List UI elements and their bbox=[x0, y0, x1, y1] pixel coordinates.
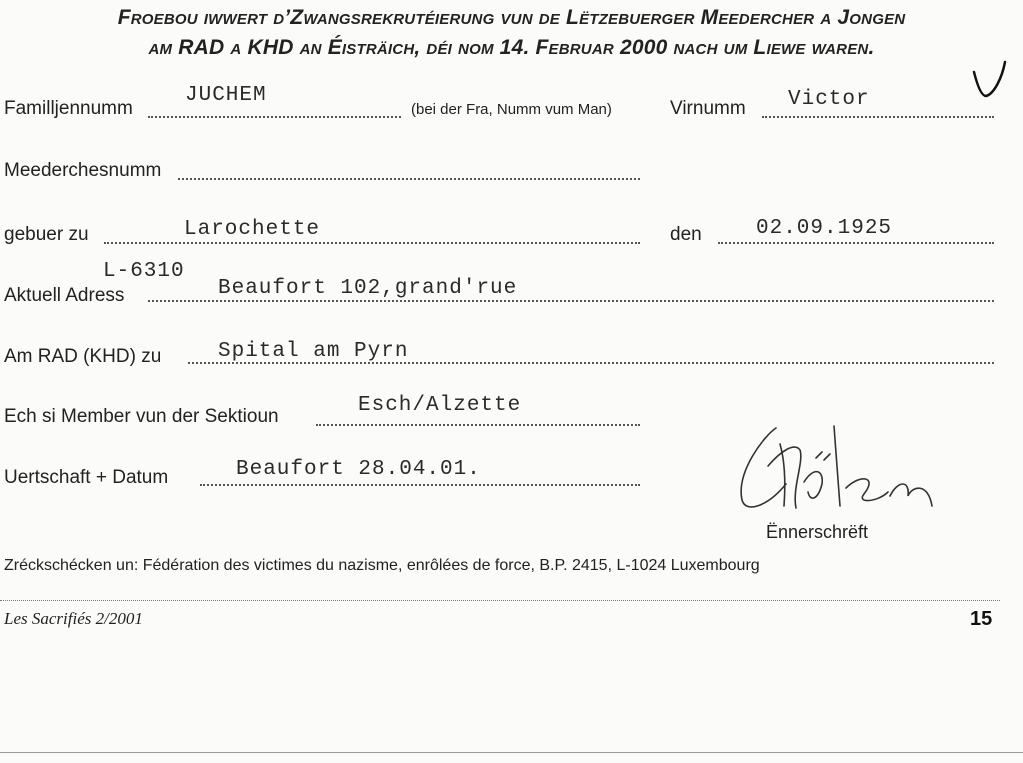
meederchesnumm-line bbox=[178, 178, 640, 180]
form-heading-line-1: Froebou iwwert d’Zwangsrekrutéierung vun de Lëtzebuerger Meedercher a Jongen bbox=[117, 6, 906, 29]
familljennumm-value: JUCHEM bbox=[185, 84, 267, 107]
signature-label: Ënnerschrëft bbox=[766, 522, 869, 542]
adress-line bbox=[148, 300, 994, 302]
virnumm-label: Virnumm bbox=[670, 98, 746, 119]
familljennumm-label: Familljennumm bbox=[4, 98, 133, 119]
handwritten-signature bbox=[728, 422, 958, 522]
footer-rule bbox=[0, 600, 1000, 601]
virnumm-value: Victor bbox=[788, 88, 870, 111]
den-label: den bbox=[670, 224, 702, 245]
scan-bottom-edge bbox=[0, 752, 1023, 753]
sektioun-value: Esch/Alzette bbox=[358, 394, 522, 417]
den-value: 02.09.1925 bbox=[756, 217, 893, 240]
rad-label: Am RAD (KHD) zu bbox=[4, 346, 162, 367]
uertschaft-label: Uertschaft + Datum bbox=[4, 467, 169, 488]
gebuer-zu-line bbox=[104, 242, 640, 244]
familljennumm-line bbox=[148, 116, 401, 118]
familljennumm-note: (bei der Fra, Numm vum Man) bbox=[411, 101, 612, 118]
form-heading-line-2: am RAD a KHD an Éisträich, déi nom 14. Februar 2000 nach um Liewe waren. bbox=[148, 36, 875, 59]
sektioun-label: Ech si Member vun der Sektioun bbox=[4, 406, 279, 427]
page-number: 15 bbox=[970, 608, 993, 630]
den-line bbox=[718, 242, 994, 244]
meederchesnumm-label: Meederchesnumm bbox=[4, 160, 162, 181]
uertschaft-line bbox=[200, 484, 640, 486]
adress-postcode: L-6310 bbox=[103, 260, 185, 283]
journal-title: Les Sacrifiés 2/2001 bbox=[4, 609, 143, 628]
aktuell-adress-label: Aktuell Adress bbox=[4, 285, 125, 306]
rad-value: Spital am Pyrn bbox=[218, 340, 409, 363]
check-mark-icon bbox=[968, 58, 1008, 102]
return-address: Zréckschécken un: Fédération des victimes du nazisme, enrôlées de force, B.P. 2415, L-1024 Luxembourg bbox=[4, 557, 760, 574]
gebuer-zu-value: Larochette bbox=[184, 218, 321, 241]
uertschaft-value: Beaufort 28.04.01. bbox=[236, 458, 481, 481]
gebuer-zu-label: gebuer zu bbox=[4, 224, 89, 245]
virnumm-line bbox=[762, 116, 994, 118]
sektioun-line bbox=[316, 424, 640, 426]
adress-value: Beaufort 102,grand'rue bbox=[218, 277, 518, 300]
